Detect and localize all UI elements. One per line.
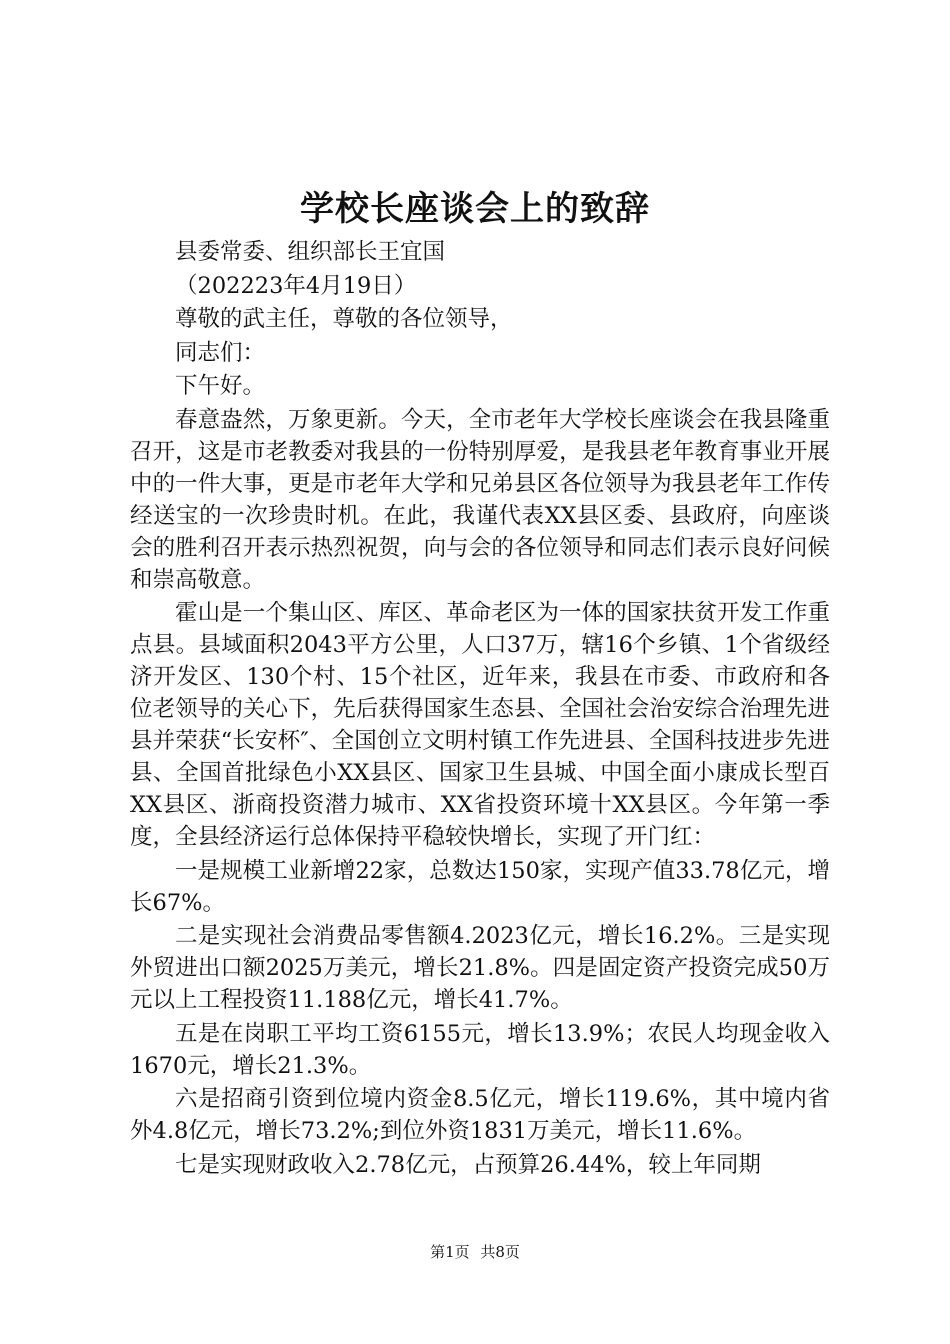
page-footer [0, 1242, 950, 1262]
author-line: 县委常委、组织部长王宜国 [175, 239, 446, 265]
greeting-line: 下午好。 [175, 373, 266, 399]
paragraph-item-6: 六是招商引资到位境内资金8.5亿元，增长119.6%，其中境内省外4.8亿元，增长73.2%;到位外资1831万美元，增长11.6%。 [130, 1086, 830, 1144]
paragraph-intro: 春意盎然，万象更新。今天，全市老年大学校长座谈会在我县隆重召开，这是市老教委对我县的一份特别厚爱，是我县老年教育事业开展中的一件大事，更是市老年大学和兄弟县区各位领导为我县老年工作传经送宝的一次珍贵时机。在此，我谨代表XX县区委、县政府，向座谈会的胜利召开表示热烈祝贺，向与会的各位领导和同志们表示良好问候和崇高敬意。 [130, 406, 830, 593]
paragraph-county-overview: 霍山是一个集山区、库区、革命老区为一体的国家扶贫开发工作重点县。县域面积2043平方公里，人口37万，辖16个乡镇、1个省级经济开发区、130个村、15个社区，近年来，我县在市委、市政府和各位老领导的关心下，先后获得国家生态县、全国社会治安综合治理先进县并荣获“长安杯″、全国创立文明村镇工作先进县、全国科技进步先进县、全国首批绿色小XX县区、国家卫生县城、中国全面小康成长型百XX县区、浙商投资潜力城市、XX省投资环境十XX县区。今年第一季度，全县经济运行总体保持平稳较快增长，实现了开门红： [130, 600, 830, 850]
date-line: （202223年4月19日） [175, 272, 417, 299]
paragraph-item-5: 五是在岗职工平均工资6155元，增长13.9%；农民人均现金收入1670元，增长21.3%。 [130, 1020, 830, 1079]
document-title: 学校长座谈会上的致辞 [300, 189, 650, 229]
page-number: 第1页 [430, 1243, 470, 1261]
salutation-comrades: 同志们： [175, 339, 266, 366]
paragraph-item-1: 一是规模工业新增22家，总数达150家，实现产值33.78亿元，增长67%。 [130, 857, 830, 916]
page-total: 共8页 [480, 1243, 520, 1261]
document-body [130, 236, 830, 1182]
paragraph-item-2-4: 二是实现社会消费品零售额4.2023亿元，增长16.2%。三是实现外贸进出口额2025万美元，增长21.8%。四是固定资产投资完成50万元以上工程投资11.188亿元，增长41.7%。 [130, 923, 830, 1013]
salutation-line: 尊敬的武主任，尊敬的各位领导， [175, 306, 513, 332]
paragraph-item-7: 七是实现财政收入2.78亿元，占预算26.44%，较上年同期 [175, 1151, 761, 1178]
